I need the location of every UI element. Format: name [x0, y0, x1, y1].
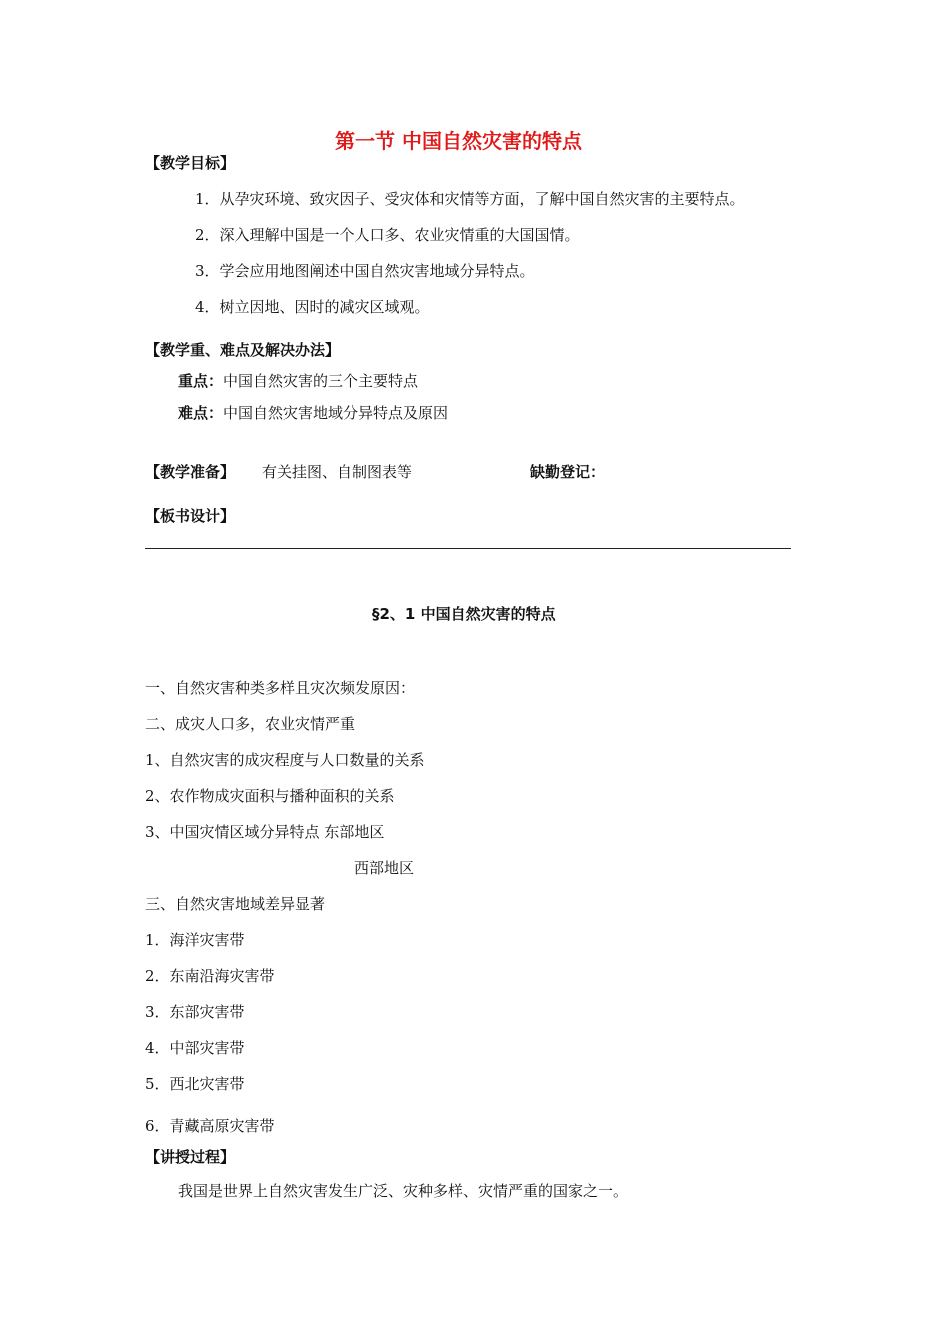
board-line: 6．青藏高原灾害带 [145, 1117, 275, 1135]
page-title: 第一节 中国自然灾害的特点 [335, 129, 582, 153]
board-line: 二、成灾人口多，农业灾情严重 [145, 715, 356, 733]
board-line: 2、农作物成灾面积与播种面积的关系 [145, 787, 395, 805]
absence-label: 缺勤登记： [530, 463, 606, 481]
board-line: 三、自然灾害地域差异显著 [145, 895, 326, 913]
board-line: 3、中国灾情区域分异特点 东部地区 [145, 823, 385, 841]
board-line: 2．东南沿海灾害带 [145, 967, 275, 985]
board-line: 1．海洋灾害带 [145, 931, 245, 949]
board-line: 4．中部灾害带 [145, 1039, 245, 1057]
focus-line [178, 370, 418, 391]
board-line: 1、自然灾害的成灾程度与人口数量的关系 [145, 751, 425, 769]
difficulty-text: 中国自然灾害地域分异特点及原因 [223, 404, 449, 422]
divider [145, 548, 791, 549]
prep-text: 有关挂图、自制图表等 [262, 463, 413, 481]
board-line: 3．东部灾害带 [145, 1003, 245, 1021]
goal-item: 3．学会应用地图阐述中国自然灾害地域分异特点。 [195, 262, 535, 280]
board-subtitle: §2、1 中国自然灾害的特点 [372, 605, 556, 623]
prep-heading: 【教学准备】 [145, 463, 236, 481]
goal-item: 1．从孕灾环境、致灾因子、受灾体和灾情等方面，了解中国自然灾害的主要特点。 [195, 190, 745, 208]
difficulty-line [178, 402, 448, 423]
board-line: 西部地区 [354, 859, 415, 877]
board-heading: 【板书设计】 [145, 507, 236, 525]
board-line: 5．西北灾害带 [145, 1075, 245, 1093]
goals-heading: 【教学目标】 [145, 154, 236, 172]
goal-item: 2．深入理解中国是一个人口多、农业灾情重的大国国情。 [195, 226, 580, 244]
lecture-heading: 【讲授过程】 [145, 1148, 236, 1166]
difficulty-label: 难点： [178, 404, 224, 422]
lecture-text: 我国是世界上自然灾害发生广泛、灾种多样、灾情严重的国家之一。 [178, 1182, 629, 1200]
focus-text: 中国自然灾害的三个主要特点 [223, 372, 419, 390]
focus-label: 重点： [178, 372, 224, 390]
board-line: 一、自然灾害种类多样且灾次频发原因： [145, 679, 416, 697]
key-points-heading: 【教学重、难点及解决办法】 [145, 341, 341, 359]
goal-item: 4．树立因地、因时的减灾区域观。 [195, 298, 430, 316]
